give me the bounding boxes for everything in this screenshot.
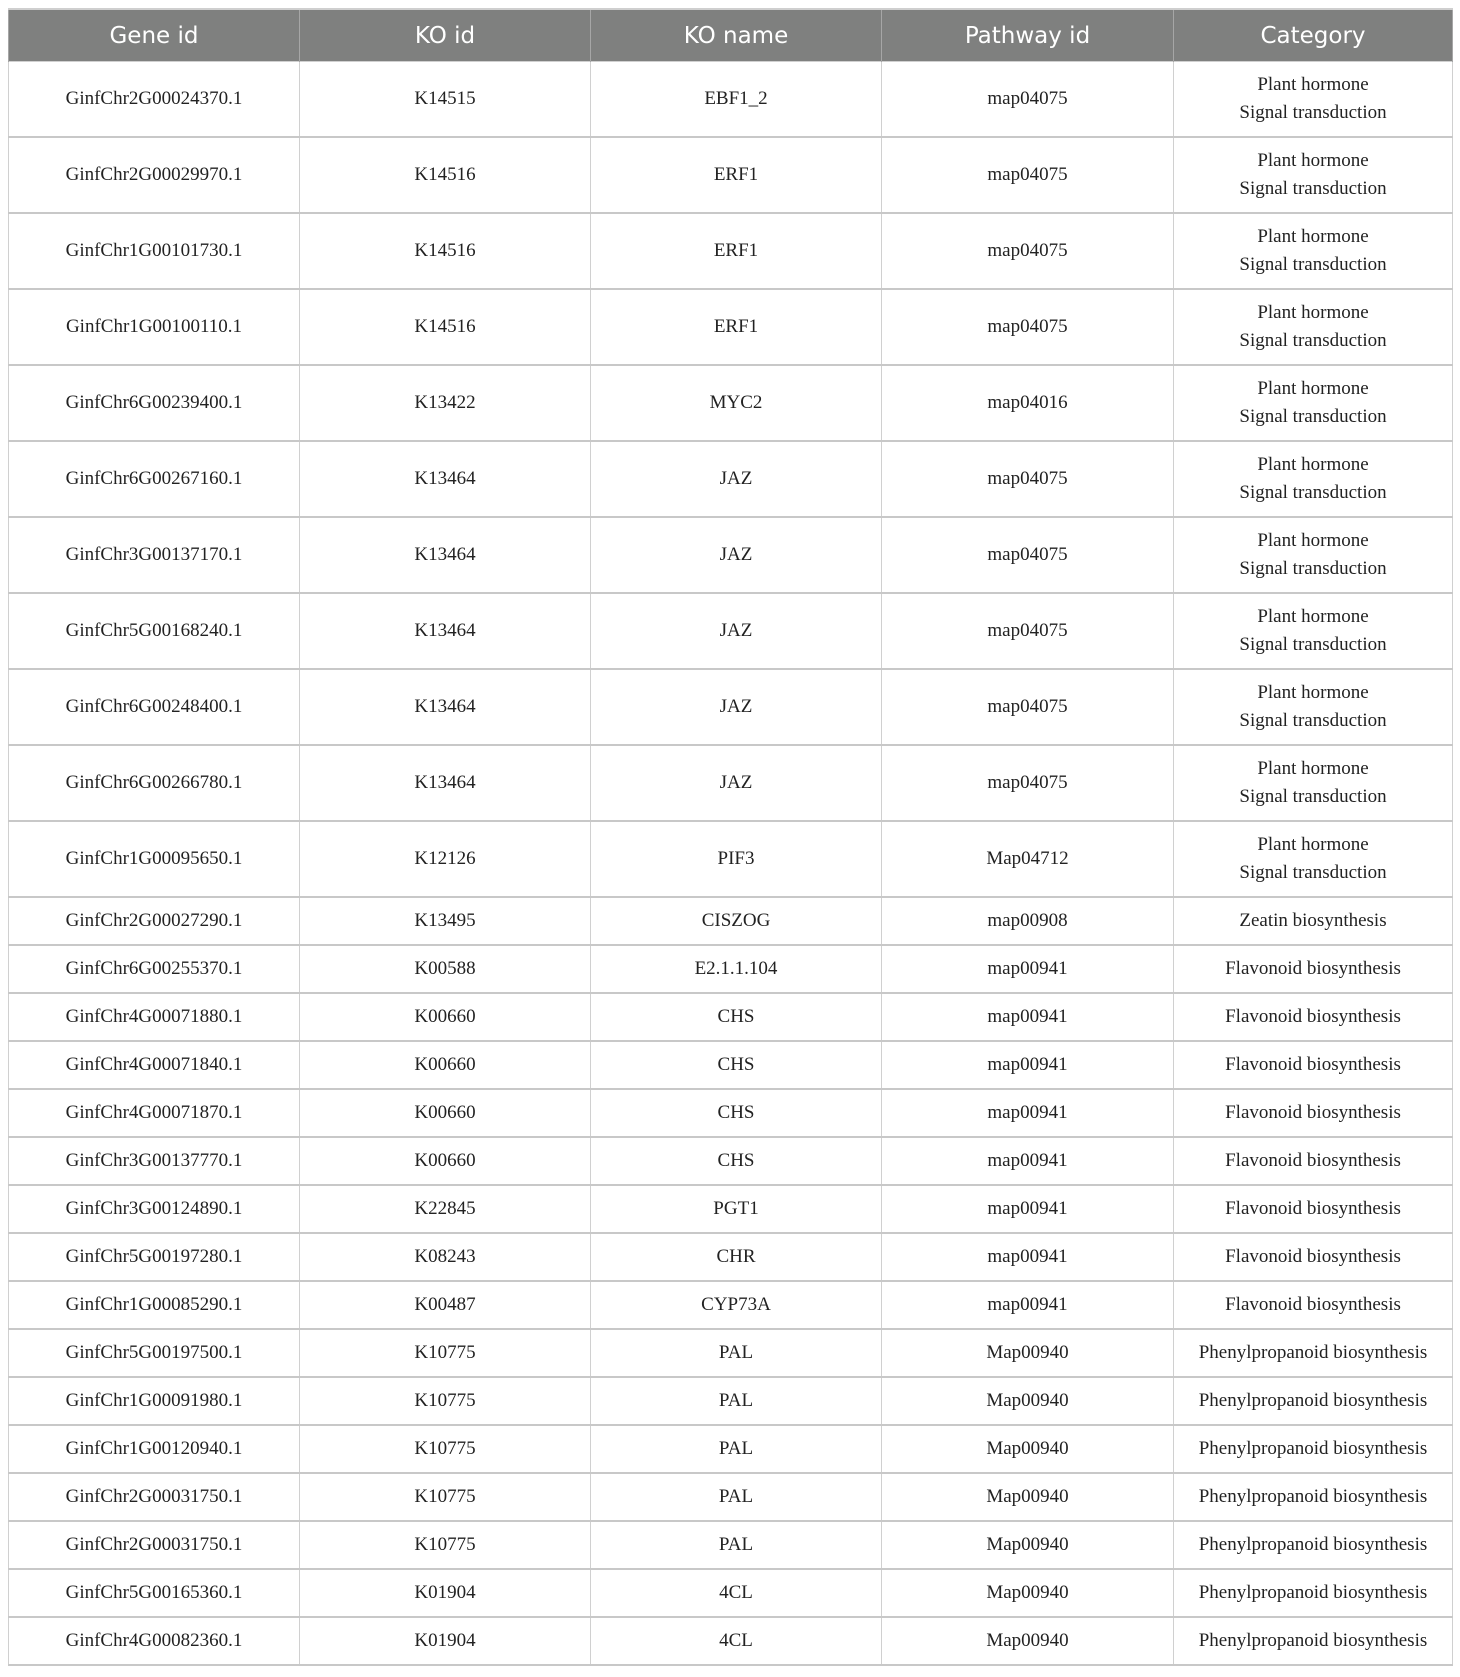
category-cell (1174, 993, 1453, 1041)
category-line: Phenylpropanoid biosynthesis (1198, 1534, 1428, 1555)
table-row (9, 1425, 1453, 1473)
ko-name-cell: ERF1 (591, 213, 882, 289)
gene-id-cell: GinfChr1G00101730.1 (9, 213, 300, 289)
table-row (9, 1041, 1453, 1089)
ko-id-cell: K00660 (300, 1089, 591, 1137)
gene-id-cell: GinfChr3G00137770.1 (9, 1137, 300, 1185)
header-ko-id: KO id (300, 9, 591, 62)
ko-name-cell: CYP73A (591, 1281, 882, 1329)
category-line: Signal transduction (1239, 330, 1387, 351)
category-line: Plant hormone (1257, 834, 1369, 855)
table-row (9, 289, 1453, 365)
gene-id-cell: GinfChr5G00165360.1 (9, 1569, 300, 1617)
category-line: Plant hormone (1257, 302, 1369, 323)
category-cell (1174, 593, 1453, 669)
category-line: Plant hormone (1257, 74, 1369, 95)
ko-id-cell: K13464 (300, 517, 591, 593)
gene-id-cell: GinfChr6G00267160.1 (9, 441, 300, 517)
pathway-id-cell: map04075 (882, 213, 1174, 289)
ko-name-cell: PAL (591, 1329, 882, 1377)
header-category: Category (1174, 9, 1453, 62)
header-gene-id: Gene id (9, 9, 300, 62)
gene-id-cell: GinfChr6G00255370.1 (9, 945, 300, 993)
category-cell (1174, 1377, 1453, 1425)
ko-id-cell: K01904 (300, 1617, 591, 1665)
ko-name-cell: PGT1 (591, 1185, 882, 1233)
category-line: Flavonoid biosynthesis (1225, 1006, 1401, 1027)
ko-name-cell: MYC2 (591, 365, 882, 441)
table-row (9, 1281, 1453, 1329)
pathway-id-cell: map00941 (882, 1041, 1174, 1089)
table-row (9, 993, 1453, 1041)
table-row (9, 365, 1453, 441)
ko-id-cell: K10775 (300, 1377, 591, 1425)
category-line: Signal transduction (1239, 102, 1387, 123)
table-row (9, 669, 1453, 745)
table-row (9, 62, 1453, 138)
ko-name-cell: JAZ (591, 669, 882, 745)
ko-id-cell: K14516 (300, 289, 591, 365)
gene-id-cell: GinfChr2G00029970.1 (9, 137, 300, 213)
table-body (9, 62, 1453, 1666)
ko-name-cell: 4CL (591, 1617, 882, 1665)
ko-name-cell: JAZ (591, 517, 882, 593)
table-row (9, 593, 1453, 669)
category-cell (1174, 1089, 1453, 1137)
gene-id-cell: GinfChr2G00031750.1 (9, 1521, 300, 1569)
gene-id-cell: GinfChr4G00071870.1 (9, 1089, 300, 1137)
header-pathway-id: Pathway id (882, 9, 1174, 62)
pathway-id-cell: map00941 (882, 945, 1174, 993)
table-row (9, 1521, 1453, 1569)
pathway-id-cell: map04075 (882, 137, 1174, 213)
gene-id-cell: GinfChr5G00168240.1 (9, 593, 300, 669)
table-row (9, 213, 1453, 289)
gene-id-cell: GinfChr1G00085290.1 (9, 1281, 300, 1329)
category-cell (1174, 1281, 1453, 1329)
category-line: Phenylpropanoid biosynthesis (1198, 1390, 1428, 1411)
category-line: Flavonoid biosynthesis (1225, 1246, 1401, 1267)
category-line: Plant hormone (1257, 226, 1369, 247)
table-row (9, 1569, 1453, 1617)
pathway-id-cell: map04075 (882, 289, 1174, 365)
category-cell (1174, 1137, 1453, 1185)
ko-id-cell: K14515 (300, 62, 591, 138)
ko-id-cell: K13495 (300, 897, 591, 945)
category-line: Phenylpropanoid biosynthesis (1198, 1342, 1428, 1363)
category-line: Phenylpropanoid biosynthesis (1198, 1438, 1428, 1459)
category-line: Signal transduction (1239, 786, 1387, 807)
gene-id-cell: GinfChr4G00082360.1 (9, 1617, 300, 1665)
category-cell (1174, 821, 1453, 897)
category-line: Signal transduction (1239, 862, 1387, 883)
category-cell (1174, 945, 1453, 993)
category-line: Signal transduction (1239, 406, 1387, 427)
category-cell (1174, 137, 1453, 213)
category-cell (1174, 517, 1453, 593)
category-cell (1174, 1185, 1453, 1233)
ko-id-cell: K10775 (300, 1473, 591, 1521)
pathway-id-cell: map04075 (882, 62, 1174, 138)
ko-id-cell: K01904 (300, 1569, 591, 1617)
ko-id-cell: K00660 (300, 993, 591, 1041)
pathway-id-cell: map00941 (882, 1185, 1174, 1233)
ko-id-cell: K00660 (300, 1041, 591, 1089)
gene-id-cell: GinfChr6G00248400.1 (9, 669, 300, 745)
gene-id-cell: GinfChr6G00239400.1 (9, 365, 300, 441)
ko-name-cell: EBF1_2 (591, 62, 882, 138)
gene-id-cell: GinfChr1G00095650.1 (9, 821, 300, 897)
pathway-id-cell: map00941 (882, 1089, 1174, 1137)
category-line: Plant hormone (1257, 454, 1369, 475)
pathway-id-cell: map04075 (882, 669, 1174, 745)
table-row (9, 1329, 1453, 1377)
ko-name-cell: CHS (591, 1089, 882, 1137)
category-line: Flavonoid biosynthesis (1225, 1102, 1401, 1123)
ko-name-cell: PAL (591, 1521, 882, 1569)
pathway-id-cell: Map00940 (882, 1473, 1174, 1521)
ko-name-cell: PAL (591, 1473, 882, 1521)
gene-id-cell: GinfChr1G00100110.1 (9, 289, 300, 365)
pathway-id-cell: map04075 (882, 745, 1174, 821)
ko-name-cell: PIF3 (591, 821, 882, 897)
ko-id-cell: K13464 (300, 669, 591, 745)
ko-name-cell: ERF1 (591, 289, 882, 365)
category-line: Plant hormone (1257, 606, 1369, 627)
pathway-id-cell: Map04712 (882, 821, 1174, 897)
gene-id-cell: GinfChr1G00091980.1 (9, 1377, 300, 1425)
category-line: Plant hormone (1257, 150, 1369, 171)
gene-id-cell: GinfChr6G00266780.1 (9, 745, 300, 821)
category-cell (1174, 1521, 1453, 1569)
pathway-id-cell: Map00940 (882, 1569, 1174, 1617)
gene-id-cell: GinfChr2G00027290.1 (9, 897, 300, 945)
category-cell (1174, 669, 1453, 745)
category-line: Plant hormone (1257, 682, 1369, 703)
category-cell (1174, 365, 1453, 441)
table-row (9, 745, 1453, 821)
pathway-id-cell: Map00940 (882, 1377, 1174, 1425)
table-row (9, 517, 1453, 593)
gene-id-cell: GinfChr4G00071880.1 (9, 993, 300, 1041)
category-cell (1174, 897, 1453, 945)
ko-id-cell: K12126 (300, 821, 591, 897)
category-line: Flavonoid biosynthesis (1225, 1294, 1401, 1315)
table-row (9, 137, 1453, 213)
category-line: Plant hormone (1257, 758, 1369, 779)
ko-name-cell: 4CL (591, 1569, 882, 1617)
category-line: Phenylpropanoid biosynthesis (1198, 1486, 1428, 1507)
ko-id-cell: K00487 (300, 1281, 591, 1329)
pathway-id-cell: map00908 (882, 897, 1174, 945)
ko-id-cell: K10775 (300, 1329, 591, 1377)
ko-id-cell: K13464 (300, 441, 591, 517)
table-row (9, 441, 1453, 517)
table-row (9, 1377, 1453, 1425)
ko-id-cell: K14516 (300, 213, 591, 289)
pathway-id-cell: map04016 (882, 365, 1174, 441)
table-row (9, 1137, 1453, 1185)
gene-id-cell: GinfChr3G00137170.1 (9, 517, 300, 593)
gene-id-cell: GinfChr2G00031750.1 (9, 1473, 300, 1521)
category-cell (1174, 745, 1453, 821)
table-row (9, 1089, 1453, 1137)
category-cell (1174, 441, 1453, 517)
category-line: Zeatin biosynthesis (1239, 910, 1387, 931)
pathway-id-cell: map00941 (882, 1137, 1174, 1185)
gene-id-cell: GinfChr5G00197280.1 (9, 1233, 300, 1281)
category-cell (1174, 1233, 1453, 1281)
ko-name-cell: ERF1 (591, 137, 882, 213)
pathway-id-cell: map00941 (882, 1233, 1174, 1281)
category-cell (1174, 1473, 1453, 1521)
ko-name-cell: CHS (591, 1137, 882, 1185)
table-header (9, 9, 1453, 62)
category-line: Flavonoid biosynthesis (1225, 1198, 1401, 1219)
ko-id-cell: K00660 (300, 1137, 591, 1185)
category-cell (1174, 289, 1453, 365)
table-row (9, 897, 1453, 945)
ko-name-cell: PAL (591, 1425, 882, 1473)
gene-id-cell: GinfChr4G00071840.1 (9, 1041, 300, 1089)
category-line: Plant hormone (1257, 378, 1369, 399)
category-line: Plant hormone (1257, 530, 1369, 551)
gene-id-cell: GinfChr1G00120940.1 (9, 1425, 300, 1473)
category-line: Signal transduction (1239, 710, 1387, 731)
pathway-id-cell: Map00940 (882, 1329, 1174, 1377)
gene-id-cell: GinfChr3G00124890.1 (9, 1185, 300, 1233)
category-cell (1174, 1041, 1453, 1089)
category-line: Flavonoid biosynthesis (1225, 1054, 1401, 1075)
table-row (9, 1473, 1453, 1521)
category-cell (1174, 213, 1453, 289)
ko-name-cell: CHS (591, 993, 882, 1041)
category-line: Phenylpropanoid biosynthesis (1198, 1630, 1428, 1651)
table-row (9, 821, 1453, 897)
ko-id-cell: K10775 (300, 1521, 591, 1569)
category-cell (1174, 1617, 1453, 1665)
category-line: Flavonoid biosynthesis (1225, 1150, 1401, 1171)
ko-id-cell: K13422 (300, 365, 591, 441)
ko-id-cell: K00588 (300, 945, 591, 993)
ko-id-cell: K08243 (300, 1233, 591, 1281)
pathway-id-cell: Map00940 (882, 1425, 1174, 1473)
ko-id-cell: K22845 (300, 1185, 591, 1233)
pathway-id-cell: Map00940 (882, 1617, 1174, 1665)
category-cell (1174, 1425, 1453, 1473)
ko-name-cell: CISZOG (591, 897, 882, 945)
table-row (9, 1617, 1453, 1665)
category-cell (1174, 62, 1453, 138)
ko-name-cell: E2.1.1.104 (591, 945, 882, 993)
category-line: Flavonoid biosynthesis (1225, 958, 1401, 979)
category-line: Signal transduction (1239, 178, 1387, 199)
ko-id-cell: K13464 (300, 593, 591, 669)
header-ko-name: KO name (591, 9, 882, 62)
category-line: Signal transduction (1239, 558, 1387, 579)
header-row (9, 9, 1453, 62)
ko-name-cell: JAZ (591, 593, 882, 669)
ko-name-cell: JAZ (591, 745, 882, 821)
category-line: Signal transduction (1239, 482, 1387, 503)
pathway-id-cell: map04075 (882, 593, 1174, 669)
pathway-id-cell: map04075 (882, 441, 1174, 517)
ko-name-cell: JAZ (591, 441, 882, 517)
ko-id-cell: K10775 (300, 1425, 591, 1473)
category-cell (1174, 1329, 1453, 1377)
pathway-id-cell: Map00940 (882, 1521, 1174, 1569)
category-line: Signal transduction (1239, 634, 1387, 655)
table-row (9, 945, 1453, 993)
gene-id-cell: GinfChr5G00197500.1 (9, 1329, 300, 1377)
category-line: Phenylpropanoid biosynthesis (1198, 1582, 1428, 1603)
pathway-id-cell: map00941 (882, 1281, 1174, 1329)
pathway-id-cell: map04075 (882, 517, 1174, 593)
ko-name-cell: PAL (591, 1377, 882, 1425)
category-cell (1174, 1569, 1453, 1617)
gene-ko-table (8, 8, 1453, 1666)
category-line: Signal transduction (1239, 254, 1387, 275)
pathway-id-cell: map00941 (882, 993, 1174, 1041)
table-row (9, 1185, 1453, 1233)
ko-id-cell: K13464 (300, 745, 591, 821)
table-row (9, 1233, 1453, 1281)
ko-id-cell: K14516 (300, 137, 591, 213)
gene-id-cell: GinfChr2G00024370.1 (9, 62, 300, 138)
ko-name-cell: CHR (591, 1233, 882, 1281)
ko-name-cell: CHS (591, 1041, 882, 1089)
